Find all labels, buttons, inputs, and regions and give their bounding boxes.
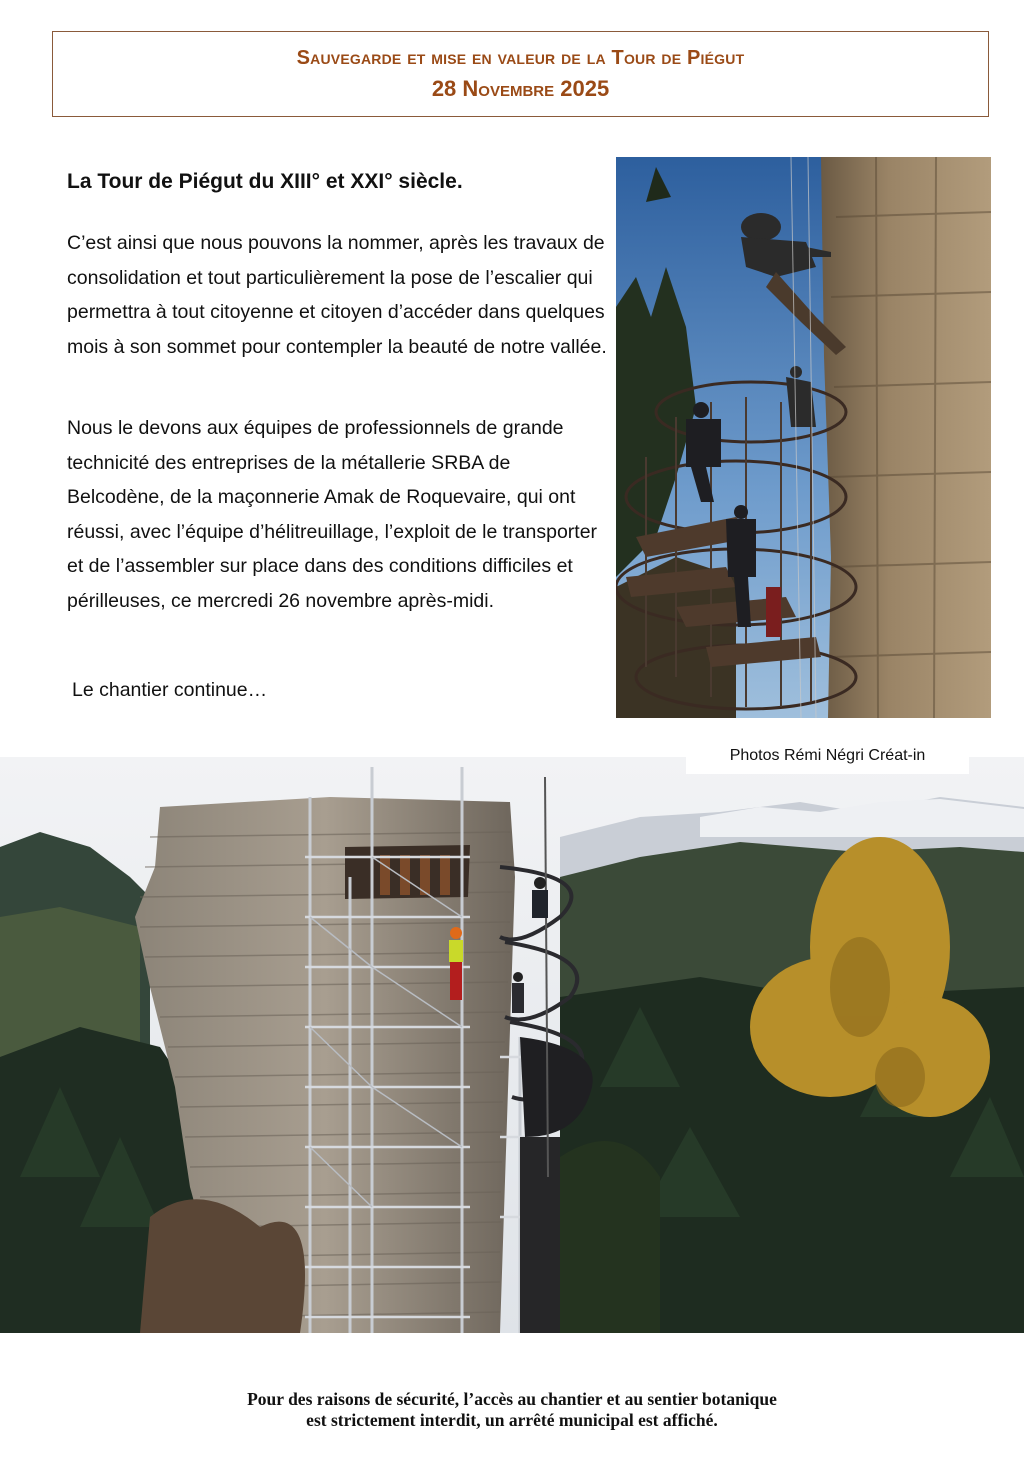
page-title: Sauvegarde et mise en valeur de la Tour de Piégut [296, 47, 745, 69]
article-paragraph-2: Nous le devons aux équipes de professionnels de grande technicité des entreprises de la métallerie SRBA de Belcodène, de la maçonnerie Amak de Roquevaire, qui ont réussi, avec l’équipe d’hélitreuillage, l’exploit de le transporter et de l’assembler sur place dans des conditions difficiles et périlleuses, ce mercredi 26 novembre après-midi. [67, 417, 598, 612]
article-paragraph-3: Le chantier continue… [72, 679, 268, 701]
photo-credit: Photos Rémi Négri Créat-in [686, 738, 969, 774]
photo-workers-staircase [616, 157, 991, 718]
page-date: 28 Novembre 2025 [431, 76, 610, 101]
article-heading: La Tour de Piégut du XIII° et XXI° siècle. [67, 170, 463, 193]
safety-notice-line-2: est strictement interdit, un arrêté municipal est affiché. [306, 1410, 718, 1430]
photo-tower-scaffolding [0, 757, 1024, 1333]
safety-notice [0, 1389, 1024, 1431]
title-box [52, 31, 989, 117]
article-paragraph-1: C’est ainsi que nous pouvons la nommer, après les travaux de consolidation et tout particulièrement la pose de l’escalier qui permettra à tout citoyenne et citoyen d’accéder dans quelques mois à son sommet pour contempler la beauté de notre vallée. [67, 232, 607, 358]
safety-notice-line-1: Pour des raisons de sécurité, l’accès au chantier et au sentier botanique [247, 1389, 777, 1409]
